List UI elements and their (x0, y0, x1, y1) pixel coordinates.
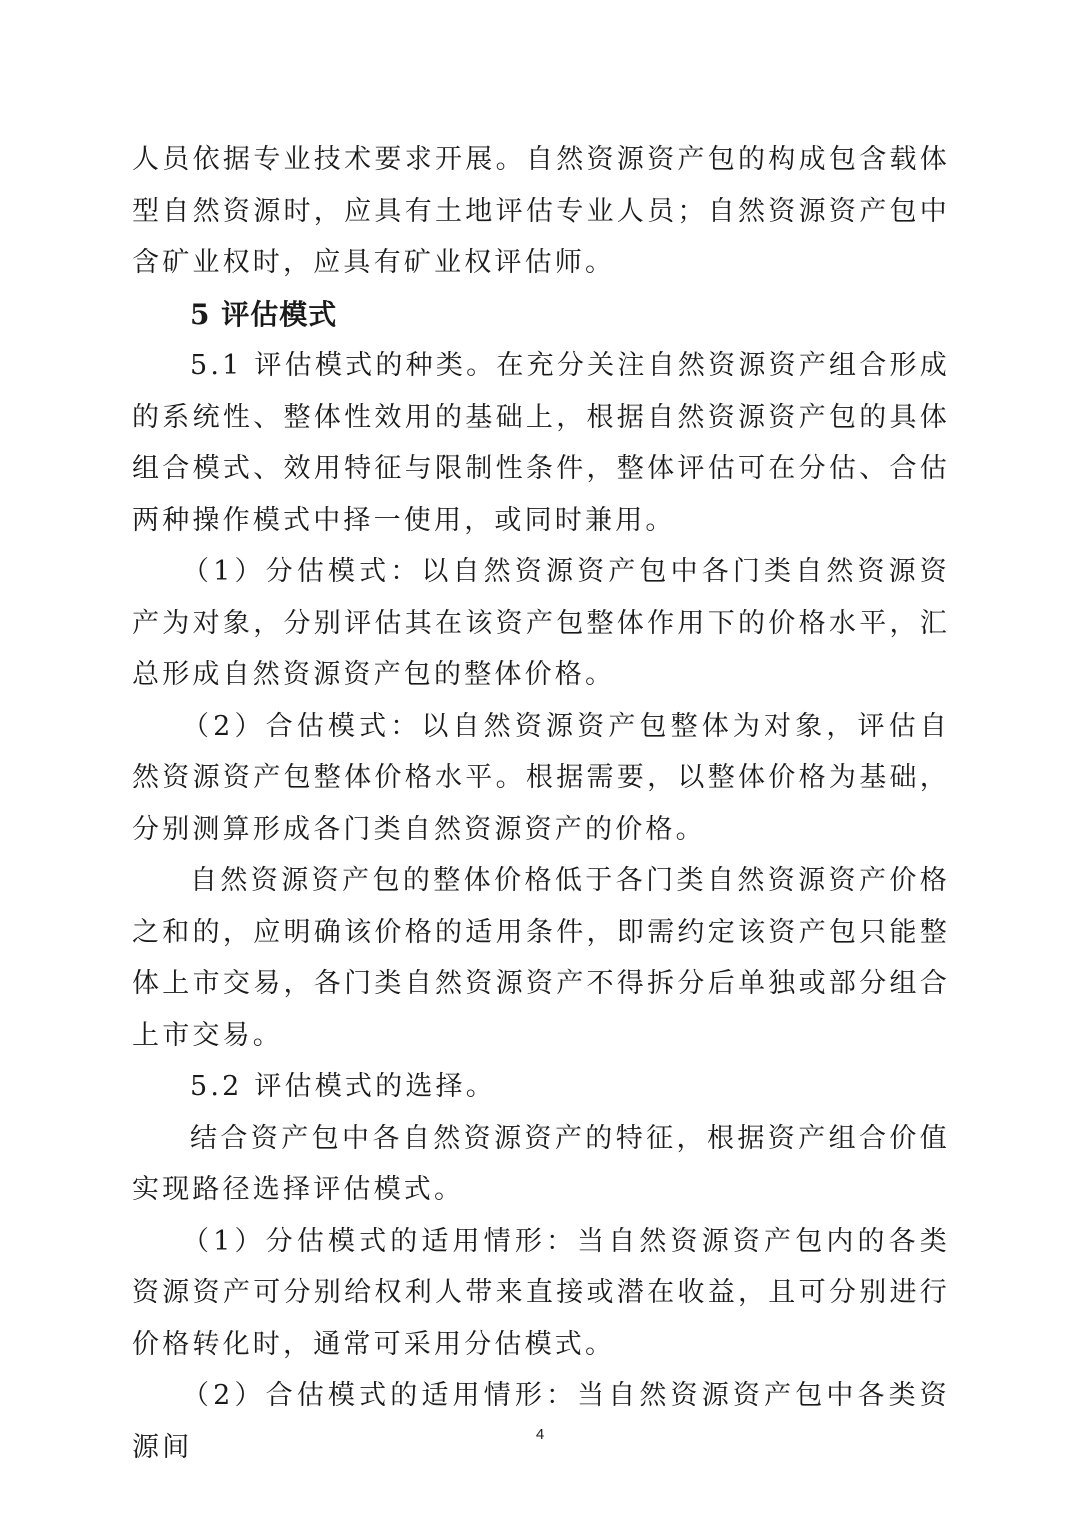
paragraph-5-2-mode-selection: 5.2 评估模式的选择。 (190, 1071, 496, 1102)
document-page (132, 134, 950, 1473)
paragraph-price-condition: 自然资源资产包的整体价格低于各门类自然资源资产价格之和的，应明确该价格的适用条件，即需约定该资产包只能整体上市交易，各门类自然资源资产不得拆分后单独或部分组合上市交易。 (132, 865, 950, 1051)
paragraph-staff-requirements: 人员依据专业技术要求开展。自然资源资产包的构成包含载体型自然资源时，应具有土地评估专业人员；自然资源资产包中含矿业权时，应具有矿业权评估师。 (132, 144, 950, 278)
section-heading-evaluation-mode: 5 评估模式 (190, 297, 338, 331)
paragraph-5-1-mode-types: 5.1 评估模式的种类。在充分关注自然资源资产组合形成的系统性、整体性效用的基础上，根据自然资源资产包的具体组合模式、效用特征与限制性条件，整体评估可在分估、合估两种操作模式中择一使用，或同时兼用。 (132, 350, 950, 536)
paragraph-separate-mode: （1）分估模式：以自然资源资产包中各门类自然资源资产为对象，分别评估其在该资产包整体作用下的价格水平，汇总形成自然资源资产包的整体价格。 (132, 556, 950, 690)
paragraph-selection-basis: 结合资产包中各自然资源资产的特征，根据资产组合价值实现路径选择评估模式。 (132, 1122, 950, 1205)
paragraph-separate-mode-applicable: （1）分估模式的适用情形：当自然资源资产包内的各类资源资产可分别给权利人带来直接或潜在收益，且可分别进行价格转化时，通常可采用分估模式。 (132, 1225, 950, 1360)
paragraph-combined-mode: （2）合估模式：以自然资源资产包整体为对象，评估自然资源资产包整体价格水平。根据需要，以整体价格为基础，分别测算形成各门类自然资源资产的价格。 (132, 710, 950, 845)
paragraph-combined-mode-applicable: （2）合估模式的适用情形：当自然资源资产包中各类资源间 (132, 1380, 950, 1463)
page-number: 4 (535, 1426, 545, 1443)
